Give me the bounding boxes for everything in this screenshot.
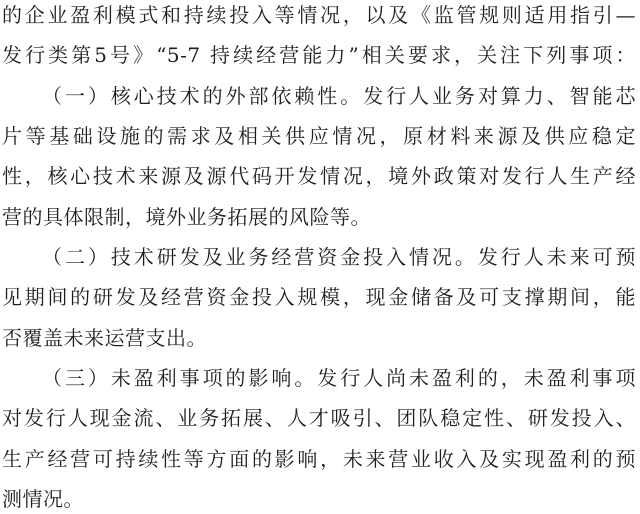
paragraph-3-heading-line: （三）未盈利事项的影响。发行人尚未盈利的，未盈利事项: [42, 366, 636, 390]
text-line: 否覆盖未来运营支出。: [2, 326, 207, 350]
paragraph-2-heading-line: （二）技术研发及业务经营资金投入情况。发行人未来可预: [42, 245, 636, 269]
text-line: 测情况。: [2, 487, 84, 511]
text-line: 性，核心技术来源及源代码开发情况，境外政策对发行人生产经: [2, 164, 636, 188]
paragraph-1-heading-line: （一）核心技术的外部依赖性。发行人业务对算力、智能芯: [42, 84, 636, 108]
text-line: 片等基础设施的需求及相关供应情况，原材料来源及供应稳定: [2, 124, 636, 148]
text-line: 对发行人现金流、业务拓展、人才吸引、团队稳定性、研发投入、: [2, 406, 636, 430]
text-line: 发行类第5号》“5-7 持续经营能力”相关要求，关注下列事项：: [2, 43, 636, 67]
text-line: 的企业盈利模式和持续投入等情况，以及《监管规则适用指引—: [2, 3, 636, 27]
text-line: 见期间的研发及经营资金投入规模，现金储备及可支撑期间，能: [2, 285, 636, 309]
text-line: 营的具体限制，境外业务拓展的风险等。: [2, 205, 371, 229]
text-line: 生产经营可持续性等方面的影响，未来营业收入及实现盈利的预: [2, 447, 636, 471]
